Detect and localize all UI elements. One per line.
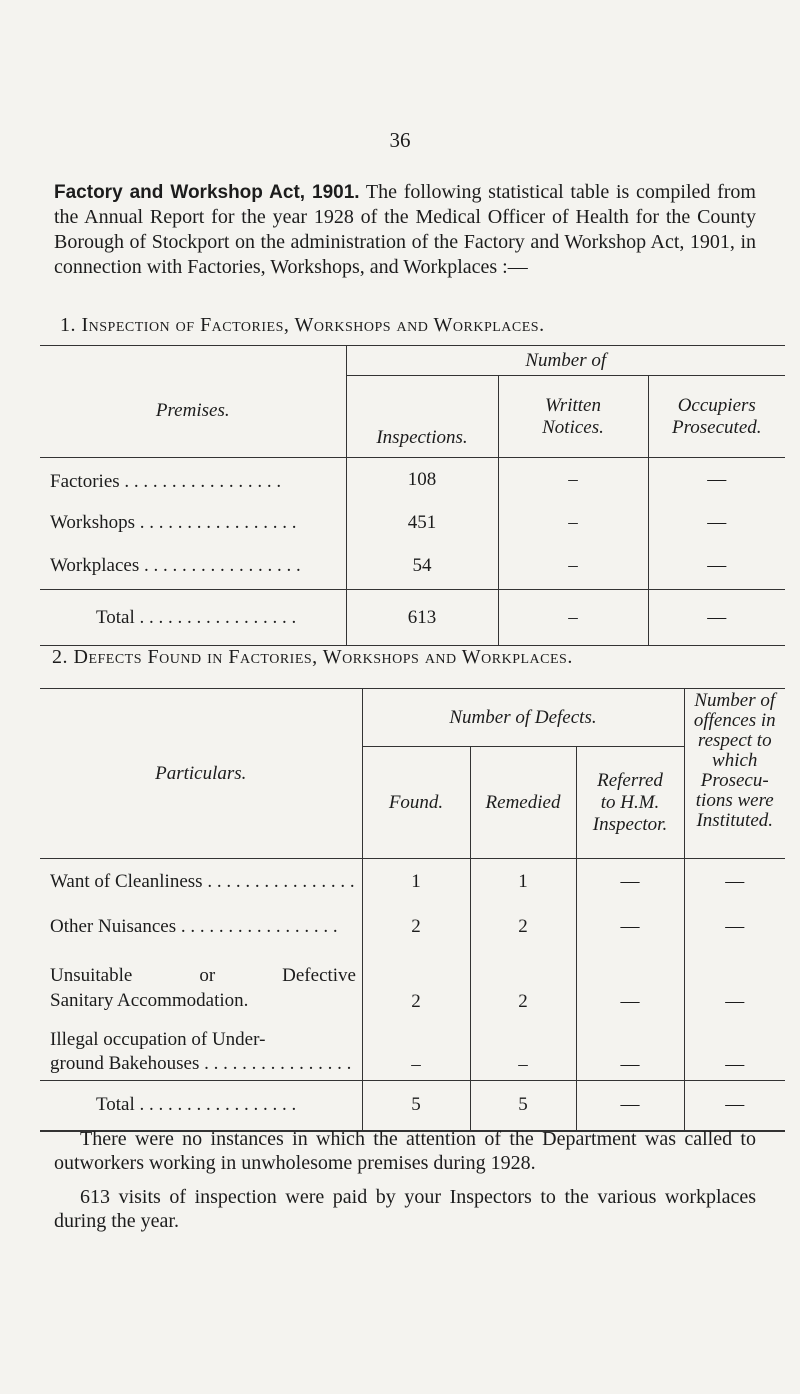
- cell-referred: —: [576, 949, 684, 1017]
- cell-found: 2: [362, 949, 470, 1017]
- cell-remedied: 2: [470, 905, 576, 949]
- intro-paragraph: [54, 180, 756, 280]
- defects-table: [40, 688, 785, 1132]
- row-label: Other Nuisances . . .: [50, 916, 356, 938]
- row-label: Unsuitable or Defective Sanitary Accommodation.: [40, 949, 362, 1017]
- cell-referred: —: [576, 905, 684, 949]
- table-row: [40, 458, 785, 502]
- cell-prosecuted: —: [707, 468, 727, 490]
- closing-text: [54, 1127, 756, 1243]
- cell-notices: –: [498, 458, 648, 502]
- table-row: [40, 1017, 785, 1081]
- cell-prosecuted: —: [707, 555, 727, 577]
- cell-found: 1: [362, 859, 470, 905]
- cell-offences: —: [725, 1094, 745, 1116]
- header-particulars: Particulars.: [40, 689, 362, 859]
- cell-offences: —: [725, 1054, 745, 1075]
- table-row: [40, 544, 785, 590]
- header-referred: Referred to H.M. Inspector.: [576, 747, 684, 859]
- cell-found: 5: [362, 1081, 470, 1131]
- cell-notices: –: [498, 590, 648, 646]
- cell-referred: —: [576, 1017, 684, 1081]
- cell-inspections: 108: [346, 458, 498, 502]
- section2-title: 2. Defects Found in Factories, Workshops and Workplaces.: [52, 646, 573, 668]
- cell-referred: —: [576, 859, 684, 905]
- intro-text: The following statistical table is compiled from the Annual Report for the year 1928 of the Medical Officer of Health for the County Borough of Stockport on the administration of the Factory and Workshop Act, 1901, in connection with Factories, Workshops, and Workplaces :—: [54, 181, 756, 278]
- table-row: [40, 859, 785, 905]
- cell-inspections: 451: [346, 502, 498, 544]
- cell-prosecuted: —: [707, 606, 727, 628]
- header-inspections: Inspections.: [346, 376, 498, 458]
- cell-referred: —: [576, 1081, 684, 1131]
- act-title: Factory and Workshop Act, 1901.: [54, 182, 360, 203]
- header-number-of-defects: Number of Defects.: [362, 689, 684, 747]
- cell-notices: –: [498, 544, 648, 590]
- cell-found: 2: [362, 905, 470, 949]
- table-row: [40, 949, 785, 1017]
- cell-inspections: 54: [346, 544, 498, 590]
- cell-found: –: [362, 1017, 470, 1081]
- cell-remedied: 1: [470, 859, 576, 905]
- cell-offences: —: [725, 915, 745, 937]
- table-row-total: [40, 1081, 785, 1131]
- cell-offences: —: [725, 990, 745, 1012]
- header-number-of: Number of: [346, 346, 785, 376]
- page-number: 36: [389, 128, 411, 152]
- header-remedied: Remedied: [470, 747, 576, 859]
- row-label: Total . . .: [96, 607, 340, 629]
- header-offences: Number of offences in respect to which Prosecu- tions were Instituted.: [684, 689, 785, 859]
- header-premises: Premises.: [40, 346, 346, 458]
- table-row: [40, 502, 785, 544]
- row-label: Workshops . . .: [50, 512, 340, 534]
- header-written-notices: Written Notices.: [498, 376, 648, 458]
- row-label: Illegal occupation of Under- ground Bakehouses . . .: [40, 1017, 362, 1081]
- row-label: Want of Cleanliness . . .: [50, 871, 356, 893]
- cell-notices: –: [498, 502, 648, 544]
- cell-prosecuted: —: [707, 511, 727, 533]
- table-row-total: [40, 590, 785, 646]
- header-occupiers-prosecuted: Occupiers Prosecuted.: [671, 394, 762, 438]
- cell-remedied: 2: [470, 949, 576, 1017]
- inspection-table: [40, 345, 785, 646]
- cell-remedied: –: [470, 1017, 576, 1081]
- cell-offences: —: [725, 870, 745, 892]
- section1-title: 1. Inspection of Factories, Workshops and Workplaces.: [60, 314, 545, 336]
- row-label: Workplaces . . .: [50, 555, 340, 577]
- cell-remedied: 5: [470, 1081, 576, 1131]
- outworkers-paragraph: There were no instances in which the attention of the Department was called to outworkers working in unwholesome premises during 1928.: [54, 1128, 756, 1174]
- table-row: [40, 905, 785, 949]
- visits-paragraph: 613 visits of inspection were paid by your Inspectors to the various workplaces during the year.: [54, 1186, 756, 1232]
- row-label: Total . . .: [96, 1094, 356, 1116]
- header-found: Found.: [362, 747, 470, 859]
- cell-inspections: 613: [346, 590, 498, 646]
- row-label: Factories . . .: [50, 471, 340, 493]
